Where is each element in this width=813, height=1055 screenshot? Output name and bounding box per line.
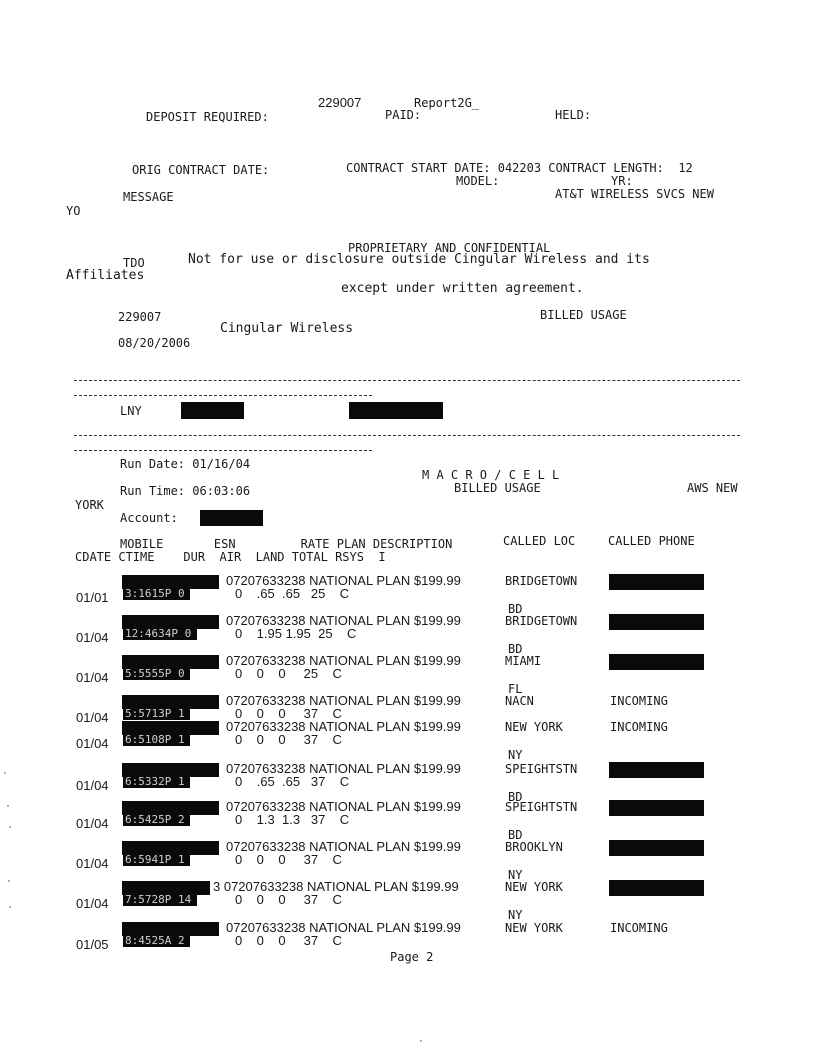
column-headers-line2: CDATE CTIME DUR AIR LAND TOTAL RSYS I bbox=[75, 550, 386, 564]
redaction-block bbox=[200, 510, 263, 526]
esn-plan: 07207633238 NATIONAL PLAN $199.99 bbox=[226, 693, 461, 708]
call-time: 5:5713P 1 bbox=[125, 707, 185, 720]
usage-values: 0 0 0 37 C bbox=[235, 933, 342, 948]
called-location: NEW YORK bbox=[505, 720, 563, 734]
agreement-notice: except under written agreement. bbox=[341, 281, 584, 296]
contract-start-line: CONTRACT START DATE: 042203 CONTRACT LENGTH: 12 bbox=[346, 161, 693, 175]
billed-usage-heading: BILLED USAGE bbox=[540, 308, 627, 322]
call-date: 01/04 bbox=[76, 670, 109, 685]
lny-label: LNY bbox=[120, 404, 142, 418]
macro-cell-title: M A C R O / C E L L bbox=[422, 468, 560, 482]
redaction-block bbox=[609, 574, 704, 590]
paid-label: PAID: bbox=[385, 108, 422, 122]
esn-plan: 07207633238 NATIONAL PLAN $199.99 bbox=[226, 573, 461, 588]
esn-plan: 07207633238 NATIONAL PLAN $199.99 bbox=[226, 799, 461, 814]
called-location: NACN bbox=[505, 694, 534, 708]
run-date: Run Date: 01/16/04 bbox=[120, 457, 251, 471]
doc-id-2: 229007 bbox=[118, 310, 162, 324]
called-location-state: FL bbox=[508, 682, 523, 696]
usage-values: 0 .65 .65 37 C bbox=[235, 774, 350, 789]
usage-values: 0 0 0 37 C bbox=[235, 852, 342, 867]
call-date: 01/01 bbox=[76, 590, 109, 605]
called-location-state: NY bbox=[508, 868, 523, 882]
call-time: 5:5555P 0 bbox=[125, 667, 185, 680]
called-location: BROOKLYN bbox=[505, 840, 563, 854]
called-location-state: BD bbox=[508, 790, 523, 804]
called-phone-header: CALLED PHONE bbox=[608, 534, 695, 548]
scan-speck bbox=[9, 826, 11, 828]
deposit-required-label: DEPOSIT REQUIRED: bbox=[146, 110, 269, 124]
scan-speck bbox=[8, 880, 10, 882]
called-location-state: NY bbox=[508, 908, 523, 922]
called-location-state: BD bbox=[508, 602, 523, 616]
disclosure-notice: Not for use or disclosure outside Cingular Wireless and its bbox=[188, 252, 650, 267]
aws-label: AWS NEW bbox=[687, 481, 738, 495]
call-date: 01/04 bbox=[76, 778, 109, 793]
called-phone: INCOMING bbox=[610, 720, 668, 734]
separator-line bbox=[74, 395, 372, 396]
redaction-block bbox=[181, 402, 244, 419]
call-time: 6:5425P 2 bbox=[125, 813, 185, 826]
call-date: 01/04 bbox=[76, 896, 109, 911]
page-number: Page 2 bbox=[390, 950, 434, 964]
called-location-state: BD bbox=[508, 828, 523, 842]
esn-plan: 07207633238 NATIONAL PLAN $199.99 bbox=[226, 761, 461, 776]
call-date: 01/05 bbox=[76, 937, 109, 952]
redaction-block bbox=[609, 762, 704, 778]
model-label: MODEL: bbox=[456, 174, 500, 188]
usage-values: 0 .65 .65 25 C bbox=[235, 586, 350, 601]
called-location-state: BD bbox=[508, 642, 523, 656]
billed-usage-subtitle: BILLED USAGE bbox=[454, 481, 541, 495]
usage-values: 0 0 0 37 C bbox=[235, 892, 342, 907]
esn-plan: 07207633238 NATIONAL PLAN $199.99 bbox=[226, 920, 461, 935]
esn-plan: 07207633238 NATIONAL PLAN $199.99 bbox=[226, 653, 461, 668]
company-name: Cingular Wireless bbox=[220, 321, 354, 336]
proprietary-notice: PROPRIETARY AND CONFIDENTIAL bbox=[348, 241, 551, 255]
scan-speck bbox=[420, 1040, 422, 1042]
doc-id: 229007 bbox=[318, 95, 362, 110]
account-label: Account: bbox=[120, 511, 178, 525]
call-time: 8:4525A 2 bbox=[125, 934, 185, 947]
separator-line bbox=[74, 450, 372, 451]
call-date: 01/04 bbox=[76, 816, 109, 831]
call-date: 01/04 bbox=[76, 856, 109, 871]
separator-line bbox=[74, 380, 740, 381]
call-date: 01/04 bbox=[76, 630, 109, 645]
call-time: 7:5728P 14 bbox=[125, 893, 192, 906]
called-location: BRIDGETOWN bbox=[505, 574, 578, 588]
usage-values: 0 1.95 1.95 25 C bbox=[235, 626, 357, 641]
called-loc-header: CALLED LOC bbox=[503, 534, 576, 548]
usage-values: 0 0 0 25 C bbox=[235, 666, 342, 681]
carrier-name-continued: YO bbox=[66, 204, 81, 218]
scan-speck bbox=[9, 906, 11, 908]
called-location: NEW YORK bbox=[505, 921, 563, 935]
call-time: 3:1615P 0 bbox=[125, 587, 185, 600]
call-time: 6:5108P 1 bbox=[125, 733, 185, 746]
called-location: MIAMI bbox=[505, 654, 542, 668]
called-location: SPEIGHTSTN bbox=[505, 762, 578, 776]
redaction-block bbox=[609, 800, 704, 816]
called-location: SPEIGHTSTN bbox=[505, 800, 578, 814]
call-date: 01/04 bbox=[76, 736, 109, 751]
scan-speck bbox=[4, 772, 6, 774]
tdo-label: TDO bbox=[123, 256, 145, 270]
called-location: NEW YORK bbox=[505, 880, 563, 894]
report-date: 08/20/2006 bbox=[118, 336, 191, 350]
esn-plan: 07207633238 NATIONAL PLAN $199.99 bbox=[226, 613, 461, 628]
call-time: 12:4634P 0 bbox=[125, 627, 192, 640]
called-location-state: NY bbox=[508, 748, 523, 762]
scan-speck bbox=[7, 805, 9, 807]
call-time: 6:5332P 1 bbox=[125, 775, 185, 788]
redaction-block bbox=[609, 654, 704, 670]
called-location: BRIDGETOWN bbox=[505, 614, 578, 628]
held-label: HELD: bbox=[555, 108, 592, 122]
report-name: Report2G_ bbox=[414, 96, 480, 110]
usage-values: 0 0 0 37 C bbox=[235, 706, 342, 721]
esn-plan: 07207633238 NATIONAL PLAN $199.99 bbox=[226, 719, 461, 734]
message-label: MESSAGE bbox=[123, 190, 174, 204]
column-headers-line1: MOBILE ESN RATE PLAN DESCRIPTION bbox=[120, 537, 453, 551]
run-time: Run Time: 06:03:06 bbox=[120, 484, 251, 498]
redaction-block bbox=[609, 880, 704, 896]
usage-values: 0 1.3 1.3 37 C bbox=[235, 812, 350, 827]
called-phone: INCOMING bbox=[610, 921, 668, 935]
called-phone: INCOMING bbox=[610, 694, 668, 708]
disclosure-notice-affiliates: Affiliates bbox=[66, 268, 145, 283]
aws-label-continued: YORK bbox=[75, 498, 104, 512]
call-time: 6:5941P 1 bbox=[125, 853, 185, 866]
redaction-block bbox=[609, 840, 704, 856]
usage-values: 0 0 0 37 C bbox=[235, 732, 342, 747]
separator-line bbox=[74, 435, 740, 436]
carrier-name: AT&T WIRELESS SVCS NEW bbox=[555, 187, 714, 201]
redaction-block bbox=[349, 402, 443, 419]
esn-plan: 07207633238 NATIONAL PLAN $199.99 bbox=[226, 839, 461, 854]
yr-label: YR: bbox=[611, 174, 633, 188]
esn-plan: 3 07207633238 NATIONAL PLAN $199.99 bbox=[213, 879, 459, 894]
orig-contract-date-label: ORIG CONTRACT DATE: bbox=[132, 163, 270, 177]
call-date: 01/04 bbox=[76, 710, 109, 725]
redaction-block bbox=[609, 614, 704, 630]
